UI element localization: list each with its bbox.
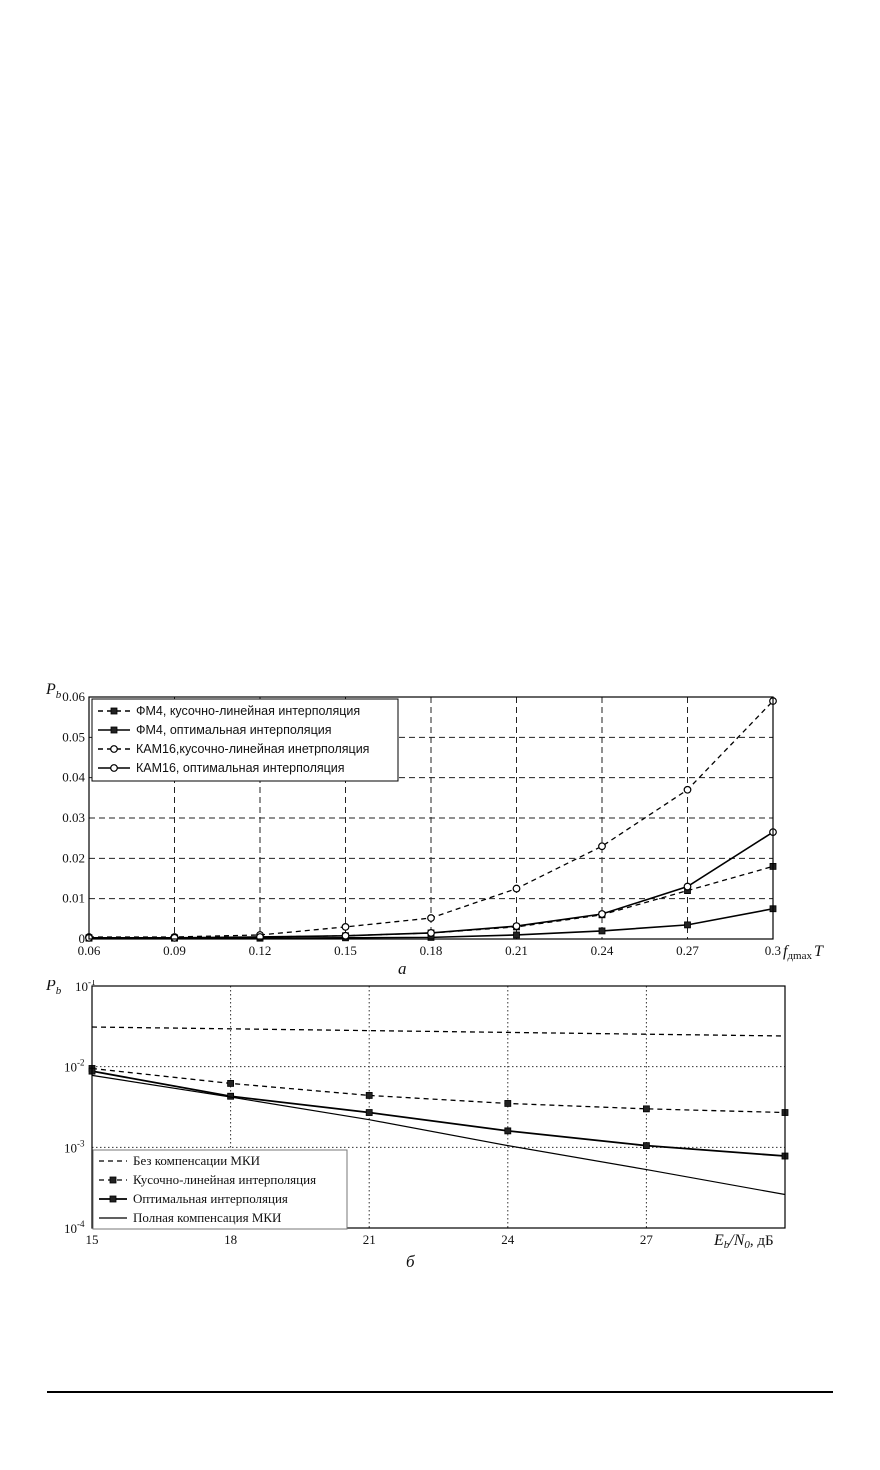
data-point-1 xyxy=(366,1092,372,1098)
data-point-1 xyxy=(505,1100,511,1106)
chart-b-y-axis-label-main: P xyxy=(46,980,56,994)
legend-label: ФМ4, оптимальная интерполяция xyxy=(136,723,332,737)
y-tick-label: 0.01 xyxy=(62,890,85,906)
x-tick-label: 24 xyxy=(501,1232,515,1247)
legend-label: Без компенсации МКИ xyxy=(133,1153,261,1168)
y-tick-label: 0.02 xyxy=(62,850,85,866)
data-point-2 xyxy=(428,915,435,922)
data-point-2 xyxy=(513,885,520,892)
data-point-1 xyxy=(643,1106,649,1112)
chart-a-legend xyxy=(92,699,398,781)
x-tick-label: 0.21 xyxy=(505,943,528,958)
chart-a-panel-label: а xyxy=(398,959,407,978)
data-point-2 xyxy=(505,1128,511,1134)
legend-label: КАМ16,кусочно-линейная инетрполяция xyxy=(136,742,370,756)
x-tick-label: 15 xyxy=(85,1232,99,1247)
y-tick-label: 0.06 xyxy=(62,689,85,704)
chart-b-x-axis-label-sub: b xyxy=(723,1239,730,1251)
x-tick-label: 0.15 xyxy=(334,943,357,958)
legend-marker xyxy=(110,1177,116,1183)
data-point-2 xyxy=(684,786,691,793)
data-point-1 xyxy=(228,1080,234,1086)
chart-b-y-axis-label xyxy=(45,980,62,997)
chart-b-x-axis-label-mid: /N xyxy=(729,1232,745,1249)
x-tick-label: 0.3 xyxy=(764,943,781,958)
chart-b-x-axis-label-unit: , дБ xyxy=(749,1233,774,1249)
x-tick-label: 27 xyxy=(639,1232,653,1247)
y-tick-base: 10 xyxy=(64,1221,77,1236)
y-tick-exponent: -3 xyxy=(77,1138,85,1149)
chart-b-y-axis-label-sub: b xyxy=(55,985,62,997)
data-point-3 xyxy=(599,911,606,918)
legend-marker xyxy=(111,727,117,733)
chart-a-y-axis-label-main: P xyxy=(46,681,56,698)
chart-b-legend xyxy=(93,1150,347,1229)
data-point-2 xyxy=(366,1110,372,1116)
chart-b xyxy=(0,980,880,1280)
data-point-2 xyxy=(643,1143,649,1149)
chart-a-y-axis-label xyxy=(45,681,62,701)
chart-a-x-axis-label-tail: T xyxy=(814,943,823,960)
y-tick-base: 10 xyxy=(64,1140,77,1156)
page-footer-rule xyxy=(47,1391,833,1393)
y-tick-label xyxy=(64,1138,85,1155)
y-tick-base: 10 xyxy=(64,1059,77,1075)
chart-b-x-axis-label-sub2: 0 xyxy=(744,1239,750,1251)
y-tick-label: 0 xyxy=(78,931,85,946)
data-point-3 xyxy=(513,923,520,930)
y-tick-base: 10 xyxy=(75,980,88,994)
x-tick-label: 0.09 xyxy=(163,943,186,958)
x-tick-label: 0.18 xyxy=(419,943,443,958)
chart-b-x-axis-label-main: E xyxy=(714,1232,724,1249)
data-point-1 xyxy=(514,932,520,938)
series-line-0 xyxy=(92,1027,785,1036)
x-tick-label: 0.12 xyxy=(248,943,272,958)
y-tick-exponent: -4 xyxy=(77,1219,85,1229)
legend-label: Оптимальная интерполяция xyxy=(133,1191,288,1206)
chart-a-x-axis-label xyxy=(783,943,824,962)
y-tick-label: 0.03 xyxy=(62,810,85,825)
legend-marker xyxy=(111,746,118,753)
series-line-2 xyxy=(92,1071,785,1156)
data-point-3 xyxy=(684,883,691,890)
y-tick-label: 0.04 xyxy=(62,769,85,785)
x-tick-label: 0.27 xyxy=(676,943,699,958)
chart-a-y-axis-label-sub: b xyxy=(55,689,62,701)
y-tick-label: 0.05 xyxy=(62,729,85,745)
legend-label: ФМ4, кусочно-линейная интерполяция xyxy=(136,704,361,718)
legend-label: КАМ16, оптимальная интерполяция xyxy=(136,761,345,775)
x-tick-label: 0.06 xyxy=(77,943,101,958)
legend-label: Полная компенсация МКИ xyxy=(133,1210,282,1225)
chart-b-panel-label: б xyxy=(406,1252,415,1271)
legend-label: Кусочно-линейная интерполяция xyxy=(133,1172,317,1187)
data-point-1 xyxy=(685,922,691,928)
legend-marker xyxy=(111,765,118,772)
data-point-3 xyxy=(428,930,435,937)
legend-marker xyxy=(111,708,117,714)
x-tick-label: 0.24 xyxy=(590,943,614,958)
data-point-3 xyxy=(342,932,349,939)
y-tick-label xyxy=(64,1219,85,1236)
chart-a xyxy=(0,672,880,980)
data-point-2 xyxy=(599,843,606,850)
chart-b-x-axis-label xyxy=(713,1232,774,1251)
x-tick-label: 21 xyxy=(362,1232,376,1247)
x-tick-label: 18 xyxy=(224,1232,238,1247)
y-tick-exponent: -1 xyxy=(88,980,96,987)
data-point-3 xyxy=(171,934,178,941)
chart-a-x-axis-label-sub: дmax xyxy=(787,950,812,962)
data-point-1 xyxy=(599,928,605,934)
legend-marker xyxy=(110,1196,116,1202)
chart-a-x-axis-label-main: f xyxy=(783,943,788,960)
y-tick-exponent: -2 xyxy=(77,1057,85,1068)
y-tick-label xyxy=(64,1058,85,1075)
data-point-2 xyxy=(342,924,349,931)
